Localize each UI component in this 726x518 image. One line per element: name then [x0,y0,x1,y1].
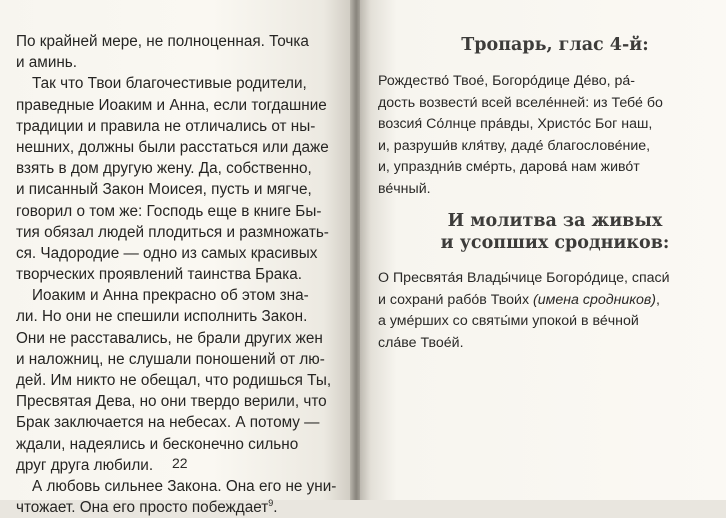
text-line: творческих проявлений таинства Брака. [16,266,303,284]
text-line-with-footnote [16,497,334,518]
right-page [360,0,726,500]
text-line: возсия́ Со́лнце пра́вды, Христо́с Бог наш, [378,116,653,133]
text-line: взять в дом другую жену. Да, собственно, [16,160,312,178]
text-line [378,290,708,312]
prayer-text [378,268,708,354]
text-line: дей. Им никто не обещал, что родишься Ты, [16,372,332,389]
text-line: а уме́рших со святы́ми упокои́ в ве́чной [378,313,639,330]
text-line: Они не расставались, не брали других жен [16,329,323,347]
relatives-names-placeholder: (имена сродников) [532,291,656,308]
text-line: ся. Чадородие — одно из самых красивых [16,244,318,262]
footnote-mark: 9 [268,498,274,509]
text-line: и аминь. [16,54,78,72]
text-line: традиции и правила не отличались от ны- [16,117,316,135]
text-line: и наложниц, не слушали поношений от лю- [16,350,325,368]
left-page-text [16,31,337,518]
text-line: Так что Твои благочестивые родители, [32,75,307,93]
text-line: друг друга любили. [16,456,154,474]
text-line: говорил о том же: Господь еще в книге Бы- [16,202,322,220]
text-line: сла́ве Твое́й. [378,334,464,351]
text-line: нешних, должны были расстаться или даже [16,138,329,156]
prayer-heading-line: и усопших сродников: [440,233,670,253]
text-line: и писанный Закон Моисея, пусть и мягче, [16,181,312,199]
text-line: тия обязал людей плодиться и размножать- [16,223,329,241]
text-line: Рождество́ Твое́, Богоро́дице Де́во, ра́- [378,73,636,89]
text-segment: , [656,291,660,308]
prayer-heading [415,210,695,254]
text-line: По крайней мере, не полноценная. Точка [16,33,309,50]
text-line: А любовь сильнее Закона. Она его не уни- [32,477,337,495]
troparion-text [378,71,708,201]
text-line: ждали, надеялись и бесконечно сильно [16,435,299,453]
text-line: Пресвятая Дева, но они твердо верили, что [16,393,327,411]
text-line: и, разруши́в кля́тву, даде́ благослове́ние, [378,137,651,154]
period: . [273,499,278,517]
text-line-content: чтожает. Она его просто побеждает [16,499,269,517]
text-line: О Пресвята́я Влады́чице Богоро́дице, спаси́ [378,270,670,286]
left-page [0,0,352,517]
text-line: и, упраздни́в сме́рть, дарова́ нам живо́т [378,159,640,176]
troparion-heading: Тропарь, глас 4-й: [461,35,649,55]
text-line: ве́чный. [378,180,431,197]
prayer-heading-line: И молитва за живых [447,211,663,231]
text-line: Иоаким и Анна прекрасно об этом зна- [32,287,309,305]
text-line: дость возвести́ всей вселе́нней: из Тебе́ бо [378,94,663,111]
page-number: 22 [172,455,188,471]
text-line: праведные Иоаким и Анна, если тогдашние [16,96,327,114]
text-segment: и сохрани́ рабо́в Твои́х [378,291,533,308]
text-line: ли. Но они не спешили исполнить Закон. [16,308,308,326]
text-line: Брак заключается на небесах. А потому — [16,414,320,432]
